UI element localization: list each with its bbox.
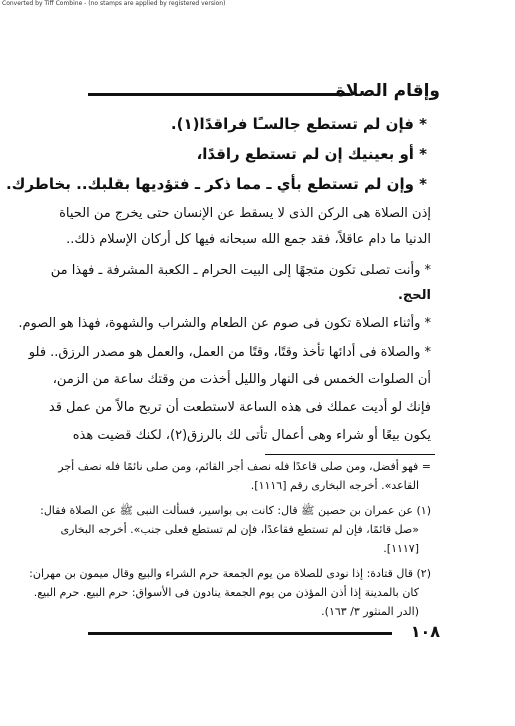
footnote-line: (الدر المنثور ٣/ ١٦٣). bbox=[321, 605, 419, 618]
page-footer bbox=[88, 622, 440, 644]
body-line: فإنك لو أديت عملك فى هذه الساعة لاستطعت أن تربح مالاً من عمل قد bbox=[48, 400, 431, 415]
body-line: * والصلاة فى أدائها تأخذ وقتًا، وقتًا من العمل، والعمل هو مصدر الرزق.. فلو bbox=[28, 345, 431, 360]
footer-rule bbox=[88, 632, 392, 635]
body-line: الحج. bbox=[397, 288, 431, 303]
footnote-line: كان بالمدينة إذا أذن المؤذن من يوم الجمعة ينادون فى الأسواق: حرم البيع. حرم البيع. bbox=[33, 586, 419, 599]
footnote-line: (١) عن عمران بن حصين ﷺ قال: كانت بى بواسير، فسألت النبى ﷺ عن الصلاة فقال: bbox=[40, 504, 431, 517]
body-line: يكون بيعًا أو شراء وهى أعمال تأتى لك بالرزق(٢)، لكنك قضيت هذه bbox=[72, 428, 431, 443]
body-line: * أو بعينيك إن لم تستطع راقدًا، bbox=[196, 145, 427, 163]
body-line: * فإن لم تستطع جالسـًا فراقدًا(١). bbox=[170, 115, 427, 133]
body-line: إذن الصلاة هى الركن الذى لا يسقط عن الإنسان حتى يخرج من الحياة bbox=[59, 206, 431, 221]
footnote-line: «صل قائمًا، فإن لم تستطع فقاعدًا، فإن لم تستطع فعلى جنب». أخرجه البخارى bbox=[60, 523, 419, 536]
body-line: * وأنت تصلى تكون متجهًا إلى البيت الحرام ـ الكعبة المشرفة ـ فهذا من bbox=[50, 263, 431, 278]
footnote-separator bbox=[265, 454, 435, 455]
chapter-title: وإقام الصلاة bbox=[335, 81, 440, 101]
footnote-line: (٢) قال قتادة: إذا نودى للصلاة من يوم الجمعة حرم الشراء والبيع وقال ميمون بن مهران: bbox=[29, 567, 431, 580]
page-number: ١٠٨ bbox=[410, 622, 440, 641]
footnote-line: [١١١٧]. bbox=[383, 542, 419, 555]
footnote-line: القاعد». أخرجه البخارى رقم [١١١٦]. bbox=[250, 479, 419, 492]
body-line: * وأثناء الصلاة تكون فى صوم عن الطعام والشراب والشهوة، فهذا هو الصوم. bbox=[18, 316, 431, 331]
body-line: أن الصلوات الخمس فى النهار والليل أخذت من وقتك ساعة من الزمن، bbox=[52, 372, 431, 387]
body-line: * وإن لم تستطع بأي ـ مما ذكر ـ فتؤديها بقلبك.. بخاطرك. bbox=[5, 175, 427, 193]
watermark-text: Converted by Tiff Combine - (no stamps are applied by registered version) bbox=[2, 0, 226, 7]
body-line: الدنيا ما دام عاقلاً، فقد جمع الله سبحانه فيها كل أركان الإسلام ذلك.. bbox=[66, 232, 431, 247]
page-header bbox=[88, 81, 440, 106]
header-rule bbox=[88, 93, 350, 96]
footnote-line: = فهو أفضل، ومن صلى قاعدًا فله نصف أجر القائم، ومن صلى نائمًا فله نصف أجر bbox=[58, 460, 431, 473]
